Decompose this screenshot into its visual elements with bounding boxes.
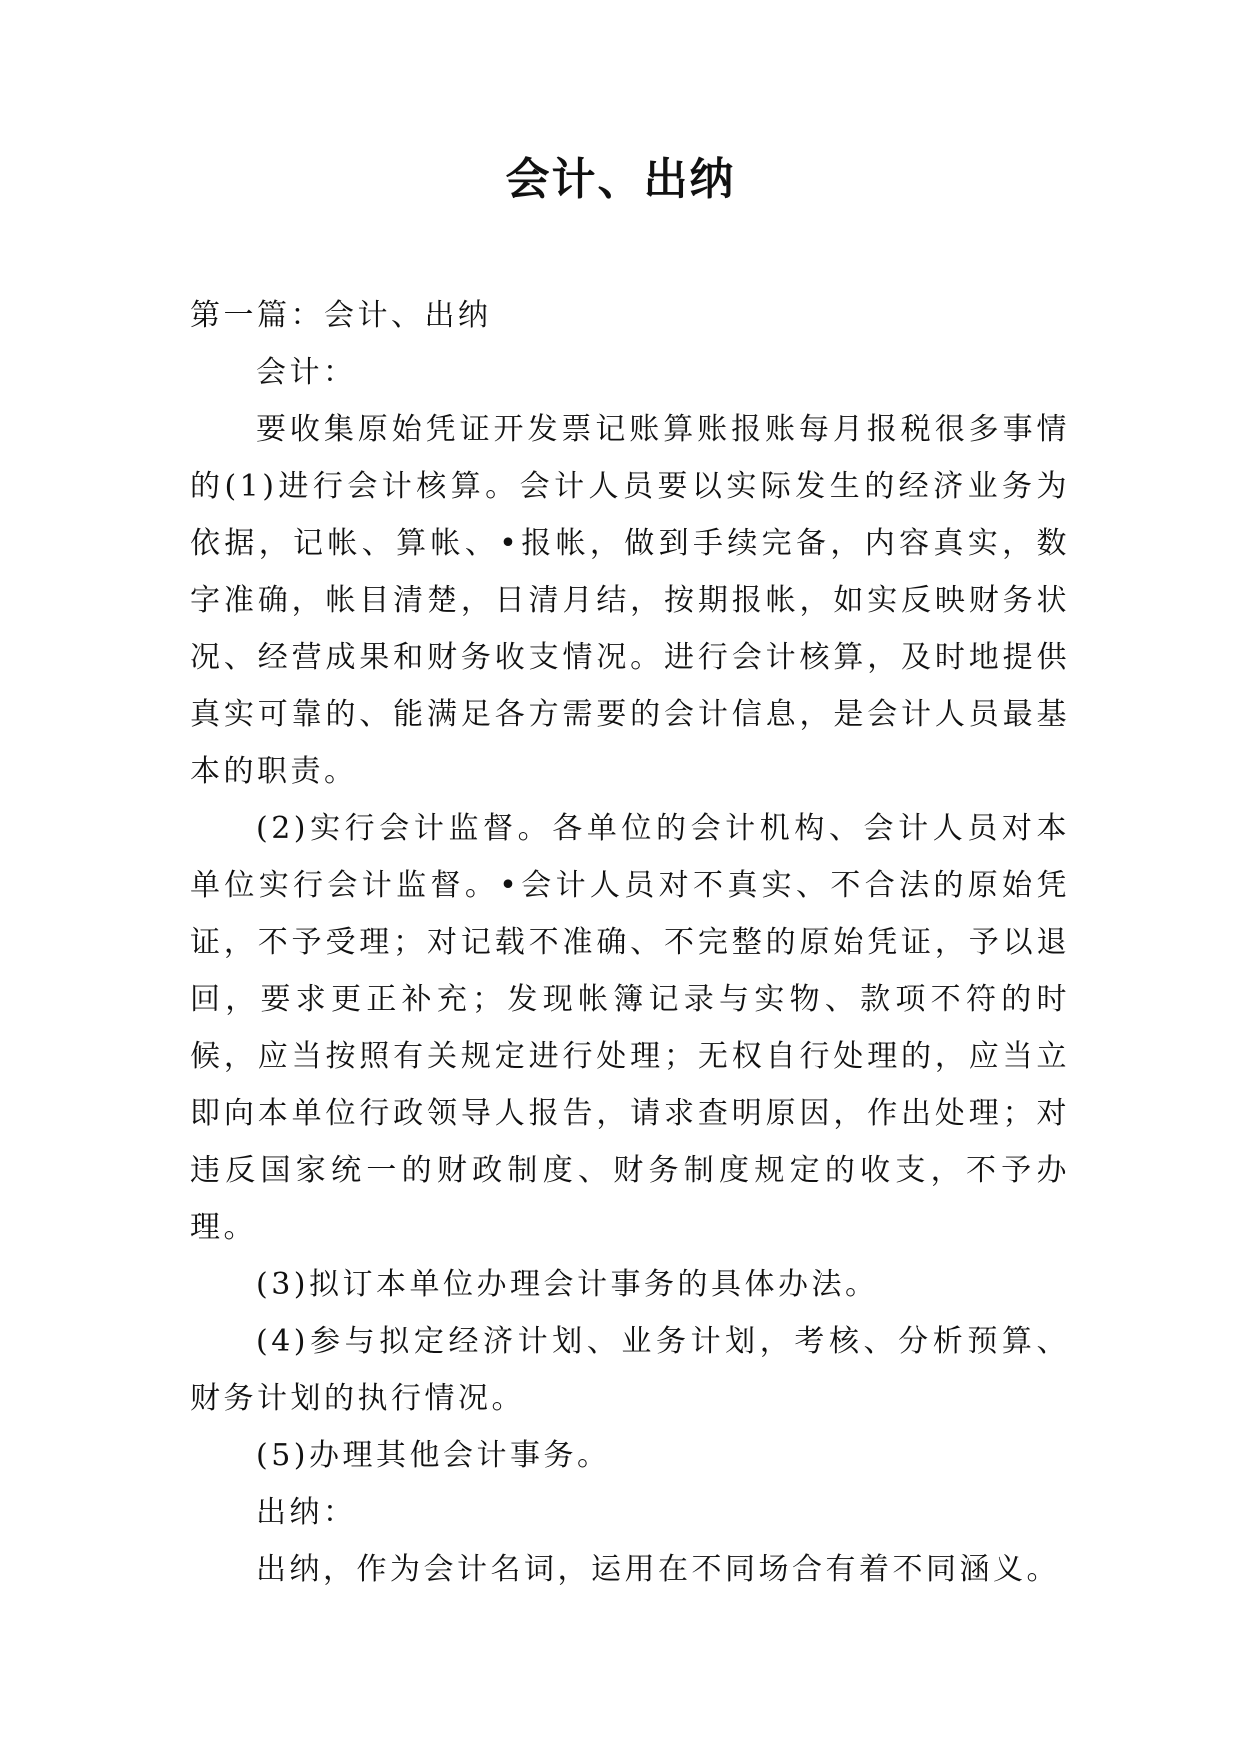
paragraph-accounting-duty-1: 要收集原始凭证开发票记账算账报账每月报税很多事情的(1)进行会计核算。会计人员要以实际发生的经济业务为依据，记帐、算帐、•报帐，做到手续完备，内容真实，数字准确，帐目清楚，日清月结，按期报帐，如实反映财务状况、经营成果和财务收支情况。进行会计核算，及时地提供真实可靠的、能满足各方需要的会计信息，是会计人员最基本的职责。: [190, 412, 1070, 789]
paragraph-accounting-duty-2: (2)实行会计监督。各单位的会计机构、会计人员对本单位实行会计监督。•会计人员对不真实、不合法的原始凭证，不予受理；对记载不准确、不完整的原始凭证，予以退回，要求更正补充；发现帐簿记录与实物、款项不符的时候，应当按照有关规定进行处理；无权自行处理的，应当立即向本单位行政领导人报告，请求查明原因，作出处理；对违反国家统一的财政制度、财务制度规定的收支，不予办理。: [190, 811, 1070, 1245]
paragraph-cashier-label: 出纳：: [256, 1495, 357, 1530]
paragraph-accounting-label: 会计：: [256, 355, 357, 390]
document-title: 会计、出纳: [505, 154, 736, 205]
paragraph-accounting-duty-5: (5)办理其他会计事务。: [256, 1438, 611, 1473]
paragraph-cashier-intro: 出纳，作为会计名词，运用在不同场合有着不同涵义。: [256, 1552, 1060, 1587]
paragraph-accounting-duty-3: (3)拟订本单位办理会计事务的具体办法。: [256, 1267, 879, 1302]
paragraph-accounting-duty-4: (4)参与拟定经济计划、业务计划，考核、分析预算、财务计划的执行情况。: [190, 1324, 1070, 1416]
document-body: [190, 287, 1070, 1598]
section-heading: 第一篇：会计、出纳: [190, 298, 492, 333]
